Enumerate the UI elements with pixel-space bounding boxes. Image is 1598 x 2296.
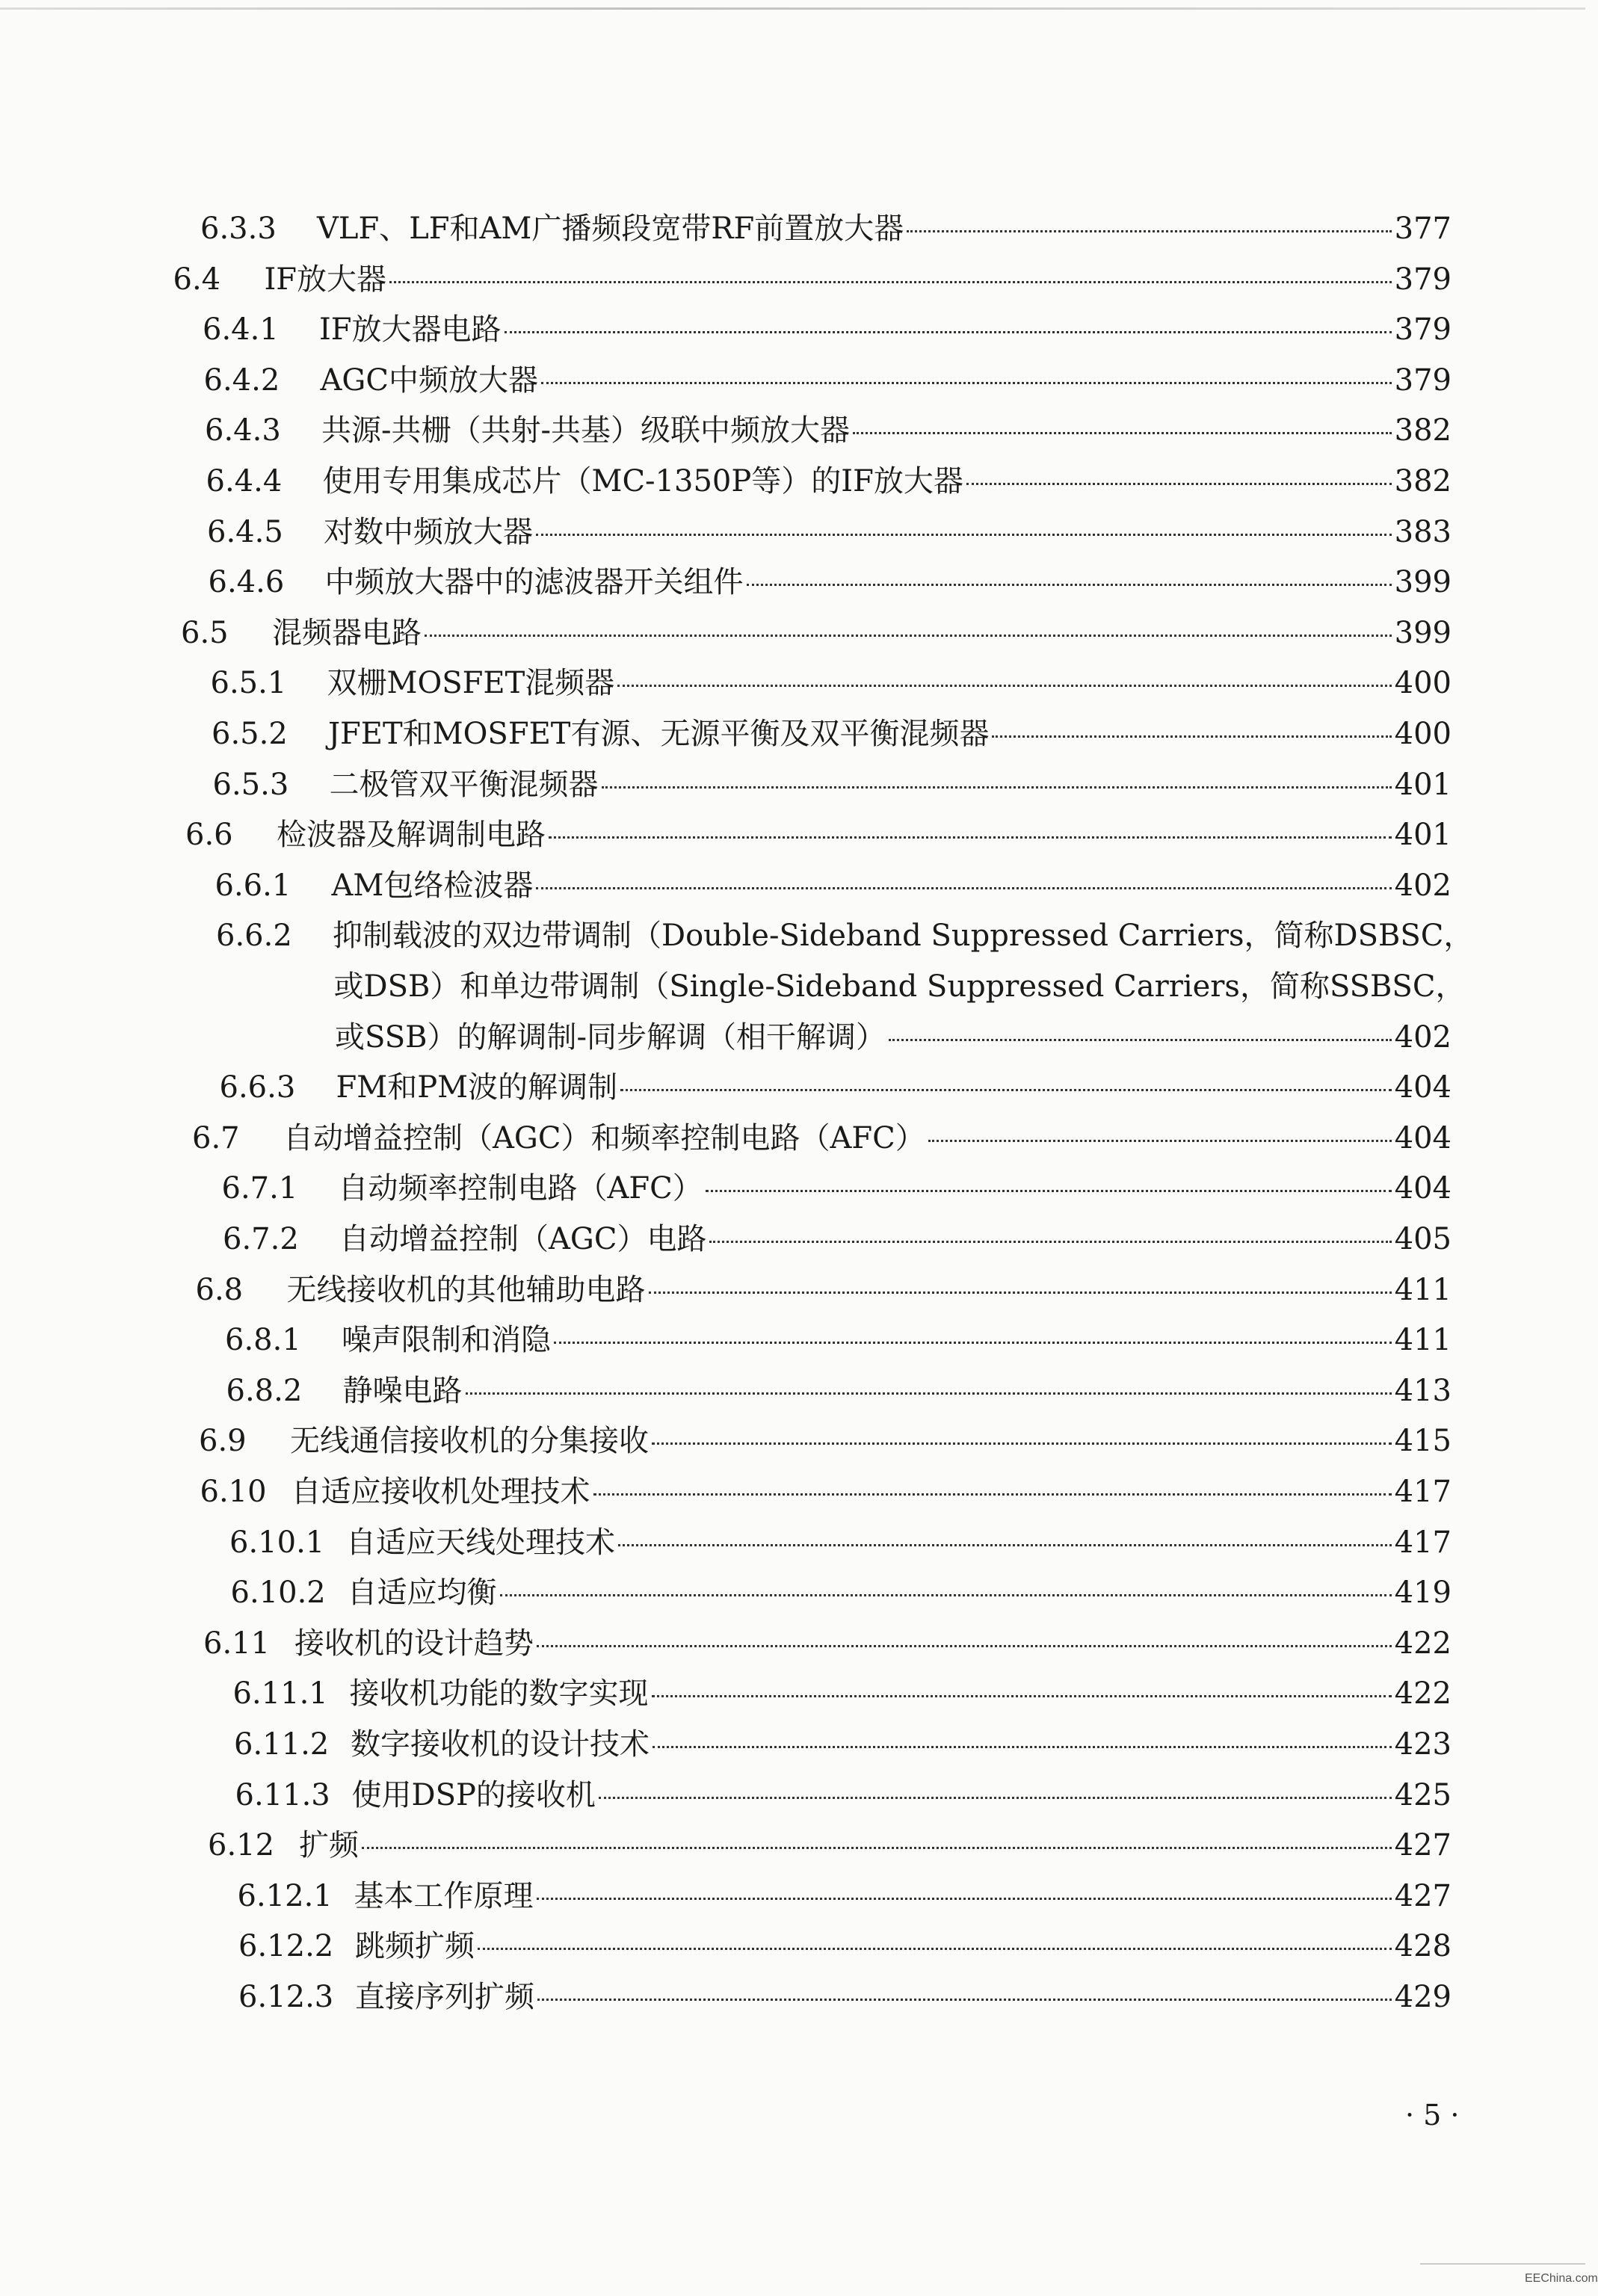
toc-entry-page: 377 — [1394, 212, 1452, 246]
toc-entry[interactable] — [238, 1875, 1452, 1917]
toc-entry-page: 429 — [1394, 1980, 1452, 2014]
toc-entry-number: 6.11.2 — [234, 1727, 330, 1762]
toc-entry-number: 6.8.2 — [226, 1373, 303, 1408]
toc-entry-title: 接收机功能的数字实现 — [349, 1676, 649, 1712]
toc-entry-title: JFET和MOSFET有源、无源平衡及双平衡混频器 — [328, 717, 990, 751]
toc-leader-dots — [536, 887, 1391, 889]
toc-entry-title: IF放大器电路 — [319, 312, 502, 348]
toc-entry-title: 跳频扩频 — [355, 1929, 475, 1964]
toc-entry[interactable] — [212, 713, 1452, 755]
toc-leader-dots — [928, 1140, 1392, 1142]
toc-entry-page: 404 — [1394, 1171, 1452, 1206]
toc-leader-dots — [541, 382, 1392, 384]
toc-leader-dots — [652, 1695, 1392, 1697]
toc-entry-page: 382 — [1394, 413, 1452, 448]
toc-leader-dots — [478, 1948, 1392, 1950]
toc-entry-page: 422 — [1394, 1676, 1452, 1712]
toc-entry-title: AM包络检波器 — [331, 868, 534, 903]
toc-leader-dots — [536, 534, 1392, 536]
toc-leader-dots — [537, 1645, 1392, 1647]
toc-entry-number: 6.5.3 — [212, 767, 289, 802]
toc-entry-title: 扩频 — [299, 1828, 359, 1863]
toc-leader-dots — [549, 836, 1392, 839]
toc-entry-number: 6.4.2 — [203, 362, 280, 398]
toc-entry[interactable] — [196, 1269, 1452, 1311]
toc-entry-number: 6.4.6 — [208, 565, 285, 600]
toc-entry[interactable] — [173, 259, 1452, 300]
toc-entry-title: 自适应天线处理技术 — [346, 1525, 615, 1560]
toc-entry[interactable] — [206, 460, 1452, 502]
toc-entry-number: 6.4.4 — [206, 464, 283, 499]
toc-entry[interactable] — [238, 1976, 1452, 2018]
toc-entry-number: 6.6.2 — [216, 919, 292, 954]
toc-leader-dots — [554, 1342, 1392, 1344]
toc-leader-dots — [992, 735, 1391, 738]
toc-entry[interactable] — [199, 1420, 1452, 1462]
toc-entry-page: 400 — [1394, 717, 1452, 751]
toc-entry-page: 411 — [1394, 1272, 1452, 1307]
toc-entry-number: 6.8.1 — [225, 1323, 301, 1358]
toc-entry-page: 427 — [1394, 1828, 1452, 1863]
toc-leader-dots — [389, 281, 1392, 283]
toc-entry[interactable] — [229, 1522, 1452, 1564]
toc-entry[interactable] — [234, 1723, 1452, 1765]
toc-entry[interactable] — [225, 1319, 1452, 1361]
toc-entry-title: 自适应均衡 — [347, 1576, 497, 1611]
toc-entry[interactable] — [222, 1167, 1452, 1209]
toc-entry[interactable] — [185, 814, 1452, 856]
toc-entry-page: 427 — [1394, 1878, 1452, 1913]
toc-entry-title: FM和PM波的解调制 — [336, 1070, 618, 1105]
toc-entry-number: 6.11.1 — [232, 1676, 328, 1712]
toc-entry-page: 417 — [1394, 1525, 1452, 1560]
toc-entry-number: 6.10.2 — [230, 1576, 326, 1611]
toc-entry-number: 6.4 — [173, 262, 221, 297]
toc-leader-dots — [889, 1039, 1392, 1041]
toc-entry-number: 6.9 — [199, 1424, 247, 1459]
toc-entry-page: 383 — [1394, 514, 1452, 549]
toc-entry-title: 对数中频放大器 — [324, 514, 533, 549]
toc-entry-title: 使用DSP的接收机 — [351, 1777, 596, 1812]
toc-entry-page: 423 — [1394, 1727, 1452, 1762]
toc-leader-dots — [709, 1241, 1391, 1243]
toc-entry[interactable] — [209, 561, 1452, 603]
toc-entry-number: 6.12 — [208, 1828, 275, 1863]
toc-entry-page: 401 — [1394, 767, 1452, 802]
toc-leader-dots — [617, 685, 1391, 687]
toc-entry[interactable] — [207, 511, 1452, 553]
page-number: · 5 · — [1405, 2099, 1460, 2132]
toc-entry-page: 399 — [1394, 615, 1452, 650]
toc-leader-dots — [706, 1190, 1392, 1192]
toc-entry-title: 检波器及解调制电路 — [277, 818, 546, 853]
toc-entry-number: 6.11 — [203, 1626, 271, 1661]
toc-leader-dots — [618, 1544, 1392, 1546]
toc-entry-number: 6.7.1 — [221, 1171, 298, 1206]
toc-entry-title: 使用专用集成芯片（MC-1350P等）的IF放大器 — [322, 464, 963, 499]
toc-leader-dots — [649, 1292, 1392, 1294]
toc-entry-number: 6.4.5 — [207, 514, 283, 549]
toc-entry-number: 6.7 — [192, 1120, 240, 1155]
toc-entry[interactable] — [211, 662, 1452, 704]
toc-entry-number: 6.6.3 — [219, 1070, 296, 1105]
toc-entry-title: 静噪电路 — [342, 1373, 463, 1408]
toc-entry-page: 399 — [1394, 565, 1452, 600]
toc-entry[interactable] — [208, 1824, 1452, 1866]
toc-entry-page: 415 — [1394, 1424, 1452, 1459]
toc-leader-dots — [505, 331, 1392, 333]
toc-continuation-text: 或SSB）的解调制-同步解调（相干解调） — [335, 1019, 886, 1055]
toc-leader-dots — [500, 1594, 1392, 1596]
toc-entry[interactable] — [238, 1925, 1452, 1967]
watermark: EEChina.com — [1525, 2272, 1598, 2285]
toc-leader-dots — [602, 786, 1392, 789]
toc-leader-dots — [966, 483, 1392, 485]
toc-entry-page: 411 — [1394, 1323, 1452, 1358]
toc-leader-dots — [907, 230, 1391, 232]
toc-entry-title: 自动增益控制（AGC）和频率控制电路（AFC） — [283, 1120, 925, 1155]
toc-entry-page: 382 — [1394, 464, 1452, 499]
toc-entry-title: 共源-共栅（共射-共基）级联中频放大器 — [321, 413, 851, 448]
toc-entry-number: 6.6 — [185, 818, 233, 853]
toc-entry-title: 无线通信接收机的分集接收 — [290, 1424, 649, 1459]
toc-entry-title: 数字接收机的设计技术 — [351, 1727, 650, 1762]
toc-entry-title: 混频器电路 — [272, 615, 422, 650]
toc-entry-title: 自动频率控制电路（AFC） — [338, 1171, 703, 1206]
toc-entry-number: 6.5 — [181, 615, 229, 650]
toc-entry-title: 噪声限制和消隐 — [342, 1323, 551, 1358]
toc-entry[interactable] — [235, 1774, 1452, 1816]
scan-edge-bottom — [1420, 2263, 1585, 2265]
toc-leader-dots — [620, 1089, 1392, 1091]
toc-entry-page: 400 — [1394, 666, 1452, 701]
toc-entry-title: 抑制载波的双边带调制（Double-Sideband Suppressed Carriers，简称DSBSC， — [333, 919, 1474, 954]
toc-entry-title: 自动增益控制（AGC）电路 — [339, 1222, 707, 1256]
toc-entry-page: 404 — [1394, 1120, 1452, 1155]
toc-entry-number: 6.7.2 — [223, 1222, 299, 1256]
toc-entry-number: 6.5.2 — [212, 717, 288, 751]
toc-entry-number: 6.10 — [200, 1475, 267, 1509]
toc-leader-dots — [599, 1797, 1392, 1799]
toc-entry[interactable] — [215, 865, 1452, 907]
toc-entry-number: 6.5.1 — [210, 666, 287, 701]
toc-entry-title: 中频放大器中的滤波器开关组件 — [324, 565, 744, 600]
toc-entry-page: 405 — [1394, 1222, 1452, 1256]
toc-leader-dots — [653, 1746, 1392, 1748]
toc-entry[interactable] — [213, 764, 1452, 806]
toc-entry-title: 二极管双平衡混频器 — [329, 767, 599, 802]
toc-leader-dots — [652, 1442, 1392, 1445]
toc-entry-title: 直接序列扩频 — [355, 1980, 534, 2014]
toc-entry-number: 6.12.2 — [238, 1929, 334, 1964]
toc-entry[interactable] — [200, 208, 1452, 250]
toc-entry-number: 6.10.1 — [229, 1525, 325, 1560]
toc-entry-page: 379 — [1394, 312, 1452, 348]
toc-entry-number: 6.4.1 — [203, 312, 279, 348]
toc-continuation-text: 或DSB）和单边带调制（Single-Sideband Suppressed Carriers，简称SSBSC， — [333, 969, 1466, 1004]
toc-entry-page: 428 — [1394, 1929, 1452, 1964]
toc-entry[interactable] — [226, 1370, 1452, 1412]
toc-entry-title: 接收机的设计趋势 — [294, 1626, 534, 1661]
toc-leader-dots — [466, 1392, 1392, 1395]
toc-leader-dots — [537, 1898, 1392, 1900]
toc-entry[interactable] — [223, 1218, 1452, 1260]
toc-entry-title: IF放大器 — [264, 262, 387, 297]
toc-entry-page: 425 — [1394, 1777, 1452, 1812]
scan-edge-top — [0, 7, 1585, 10]
toc-entry-page: 422 — [1394, 1626, 1452, 1661]
toc-leader-dots — [747, 584, 1392, 586]
toc-entry-page: 379 — [1394, 262, 1452, 297]
toc-leader-dots — [593, 1493, 1392, 1496]
toc-entry-number: 6.6.1 — [215, 868, 291, 903]
toc-entry-page: 404 — [1394, 1070, 1452, 1105]
toc-entry[interactable] — [203, 1623, 1452, 1664]
toc-entry[interactable] — [192, 1117, 1452, 1159]
toc-entry[interactable] — [220, 1067, 1452, 1108]
toc-entry-page: 417 — [1394, 1475, 1452, 1509]
toc-entry-title: 基本工作原理 — [354, 1878, 534, 1913]
toc-entry-title: 双栅MOSFET混频器 — [327, 666, 615, 701]
toc-entry-title: 无线接收机的其他辅助电路 — [286, 1272, 646, 1307]
toc-entry-continuation — [335, 1016, 1452, 1058]
toc-entry-number: 6.3.3 — [200, 212, 277, 246]
toc-entry-title: AGC中频放大器 — [320, 362, 538, 398]
toc-entry[interactable] — [205, 410, 1452, 451]
toc-entry-page: 413 — [1394, 1373, 1452, 1408]
toc-entry[interactable] — [200, 1471, 1452, 1513]
toc-entry-page: 379 — [1394, 362, 1452, 398]
toc-entry[interactable] — [181, 612, 1452, 654]
toc-entry-page: 402 — [1394, 1019, 1452, 1055]
toc-entry-title: VLF、LF和AM广播频段宽带RF前置放大器 — [317, 212, 904, 246]
toc-leader-dots — [537, 1999, 1392, 2001]
toc-entry[interactable] — [233, 1673, 1452, 1715]
toc-entry-number: 6.11.3 — [235, 1777, 330, 1812]
toc-entry-title: 自适应接收机处理技术 — [291, 1475, 590, 1509]
toc-entry[interactable] — [204, 359, 1452, 401]
toc-entry-number: 6.8 — [195, 1272, 244, 1307]
toc-entry-number: 6.12.1 — [237, 1878, 333, 1913]
toc-leader-dots — [362, 1847, 1392, 1849]
toc-entry[interactable] — [231, 1572, 1452, 1614]
toc-entry[interactable] — [203, 309, 1452, 351]
toc-leader-dots — [425, 635, 1392, 637]
toc-entry-page: 419 — [1394, 1576, 1452, 1611]
toc-entry-continuation — [333, 966, 1466, 1007]
toc-leader-dots — [853, 432, 1392, 434]
toc-entry-page: 402 — [1394, 868, 1452, 903]
toc-entry-page: 401 — [1394, 818, 1452, 853]
toc-entry[interactable] — [216, 915, 1474, 957]
toc-entry-number: 6.12.3 — [238, 1980, 334, 2014]
toc-entry-number: 6.4.3 — [205, 413, 281, 448]
